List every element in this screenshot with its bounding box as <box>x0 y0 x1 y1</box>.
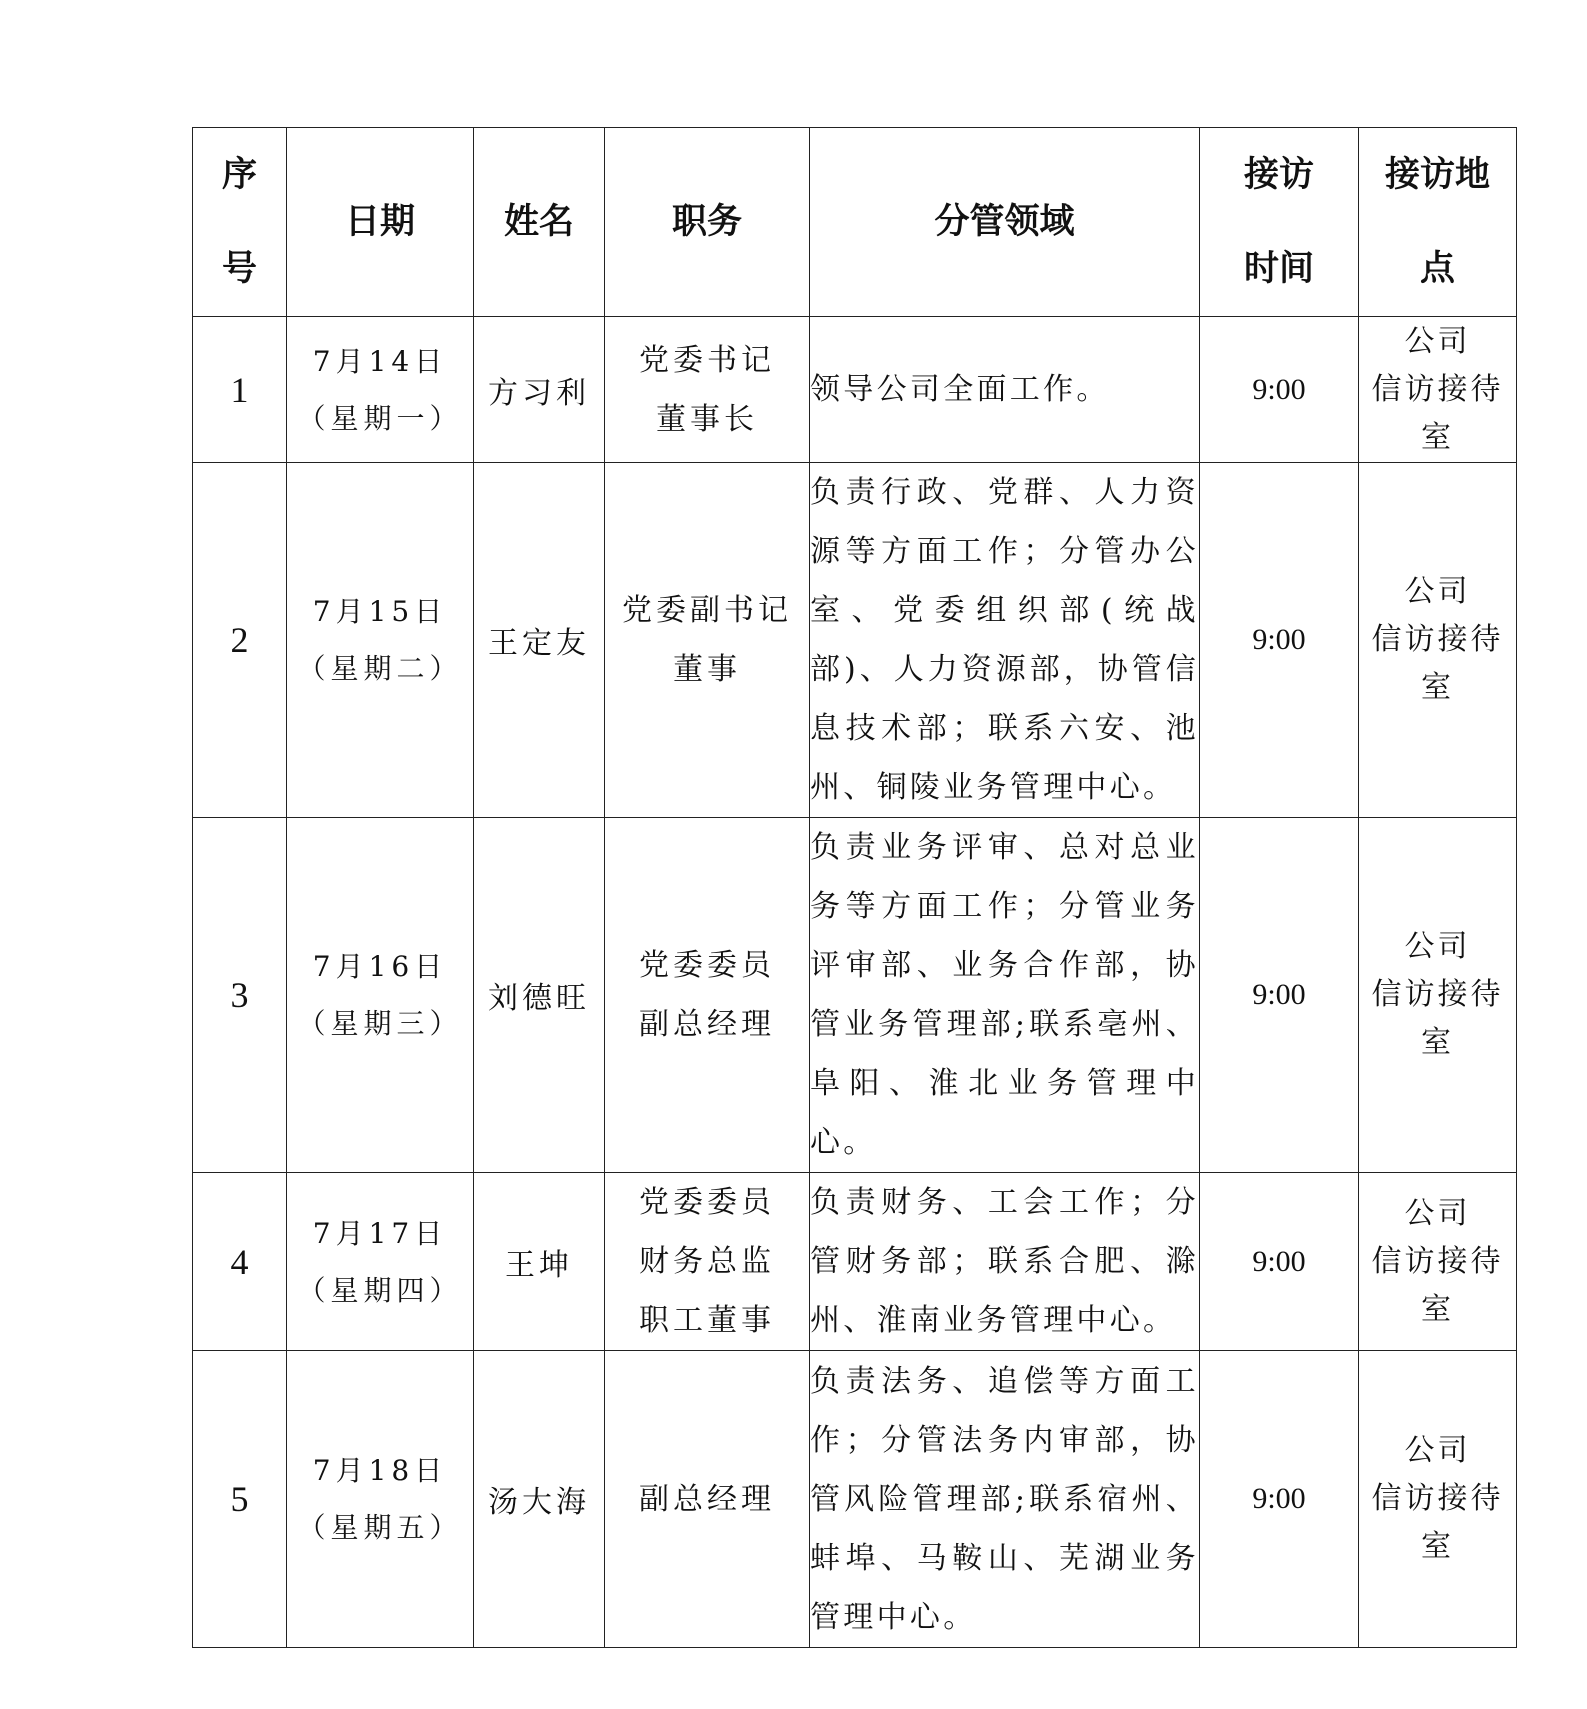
date-day: 7月17日 <box>312 1216 448 1250</box>
reception-schedule-table <box>192 127 1517 1648</box>
reception-date <box>287 463 474 818</box>
table-row <box>193 1173 1517 1351</box>
reception-time: 9:00 <box>1200 1351 1359 1648</box>
header-area: 分管领域 <box>810 128 1200 317</box>
leader-name: 刘德旺 <box>474 818 605 1173</box>
responsibility-area: 负责财务、工会工作；分管财务部；联系合肥、滁州、淮南业务管理中心。 <box>810 1173 1200 1351</box>
reception-place: 公司 信访接待 室 <box>1359 463 1517 818</box>
date-weekday: （星期一） <box>297 401 463 435</box>
leader-name: 汤大海 <box>474 1351 605 1648</box>
leader-title: 党委委员 财务总监 职工董事 <box>605 1173 810 1351</box>
reception-date <box>287 317 474 463</box>
header-title: 职务 <box>605 128 810 317</box>
reception-place: 公司 信访接待 室 <box>1359 818 1517 1173</box>
leader-title: 副总经理 <box>605 1351 810 1648</box>
date-weekday: （星期二） <box>297 652 463 685</box>
date-day: 7月15日 <box>312 595 448 628</box>
responsibility-area: 负责业务评审、总对总业务等方面工作；分管业务评审部、业务合作部，协管业务管理部;联系亳州、阜阳、淮北业务管理中心。 <box>810 818 1200 1173</box>
header-name: 姓名 <box>474 128 605 317</box>
responsibility-area: 负责法务、追偿等方面工作；分管法务内审部，协管风险管理部;联系宿州、蚌埠、马鞍山、芜湖业务管理中心。 <box>810 1351 1200 1648</box>
row-number: 4 <box>193 1173 287 1351</box>
reception-time: 9:00 <box>1200 1173 1359 1351</box>
table-row <box>193 317 1517 463</box>
reception-time: 9:00 <box>1200 317 1359 463</box>
table-row <box>193 463 1517 818</box>
reception-time: 9:00 <box>1200 463 1359 818</box>
date-weekday: （星期五） <box>297 1511 463 1544</box>
leader-title: 党委副书记 董事 <box>605 463 810 818</box>
responsibility-area: 负责行政、党群、人力资源等方面工作；分管办公室、党委组织部(统战部)、人力资源部，协管信息技术部；联系六安、池州、铜陵业务管理中心。 <box>810 463 1200 818</box>
row-number: 2 <box>193 463 287 818</box>
row-number: 1 <box>193 317 287 463</box>
reception-date <box>287 818 474 1173</box>
date-day: 7月16日 <box>312 950 448 983</box>
header-date: 日期 <box>287 128 474 317</box>
date-weekday: （星期三） <box>297 1007 463 1040</box>
leader-name: 方习利 <box>474 317 605 463</box>
row-number: 3 <box>193 818 287 1173</box>
leader-title: 党委委员 副总经理 <box>605 818 810 1173</box>
leader-title: 党委书记 董事长 <box>605 317 810 463</box>
reception-place: 公司 信访接待 室 <box>1359 1173 1517 1351</box>
header-place: 接访地 点 <box>1359 128 1517 317</box>
responsibility-area: 领导公司全面工作。 <box>810 317 1200 463</box>
row-number: 5 <box>193 1351 287 1648</box>
leader-name: 王定友 <box>474 463 605 818</box>
header-time: 接访 时间 <box>1200 128 1359 317</box>
date-day: 7月18日 <box>312 1454 448 1487</box>
header-no: 序 号 <box>193 128 287 317</box>
table-row <box>193 818 1517 1173</box>
header-row <box>193 128 1517 317</box>
table-row <box>193 1351 1517 1648</box>
reception-date <box>287 1173 474 1351</box>
reception-place: 公司 信访接待 室 <box>1359 1351 1517 1648</box>
reception-date <box>287 1351 474 1648</box>
reception-time: 9:00 <box>1200 818 1359 1173</box>
date-day: 7月14日 <box>312 344 448 378</box>
date-weekday: （星期四） <box>297 1273 463 1307</box>
leader-name: 王坤 <box>474 1173 605 1351</box>
reception-place: 公司 信访接待 室 <box>1359 317 1517 463</box>
